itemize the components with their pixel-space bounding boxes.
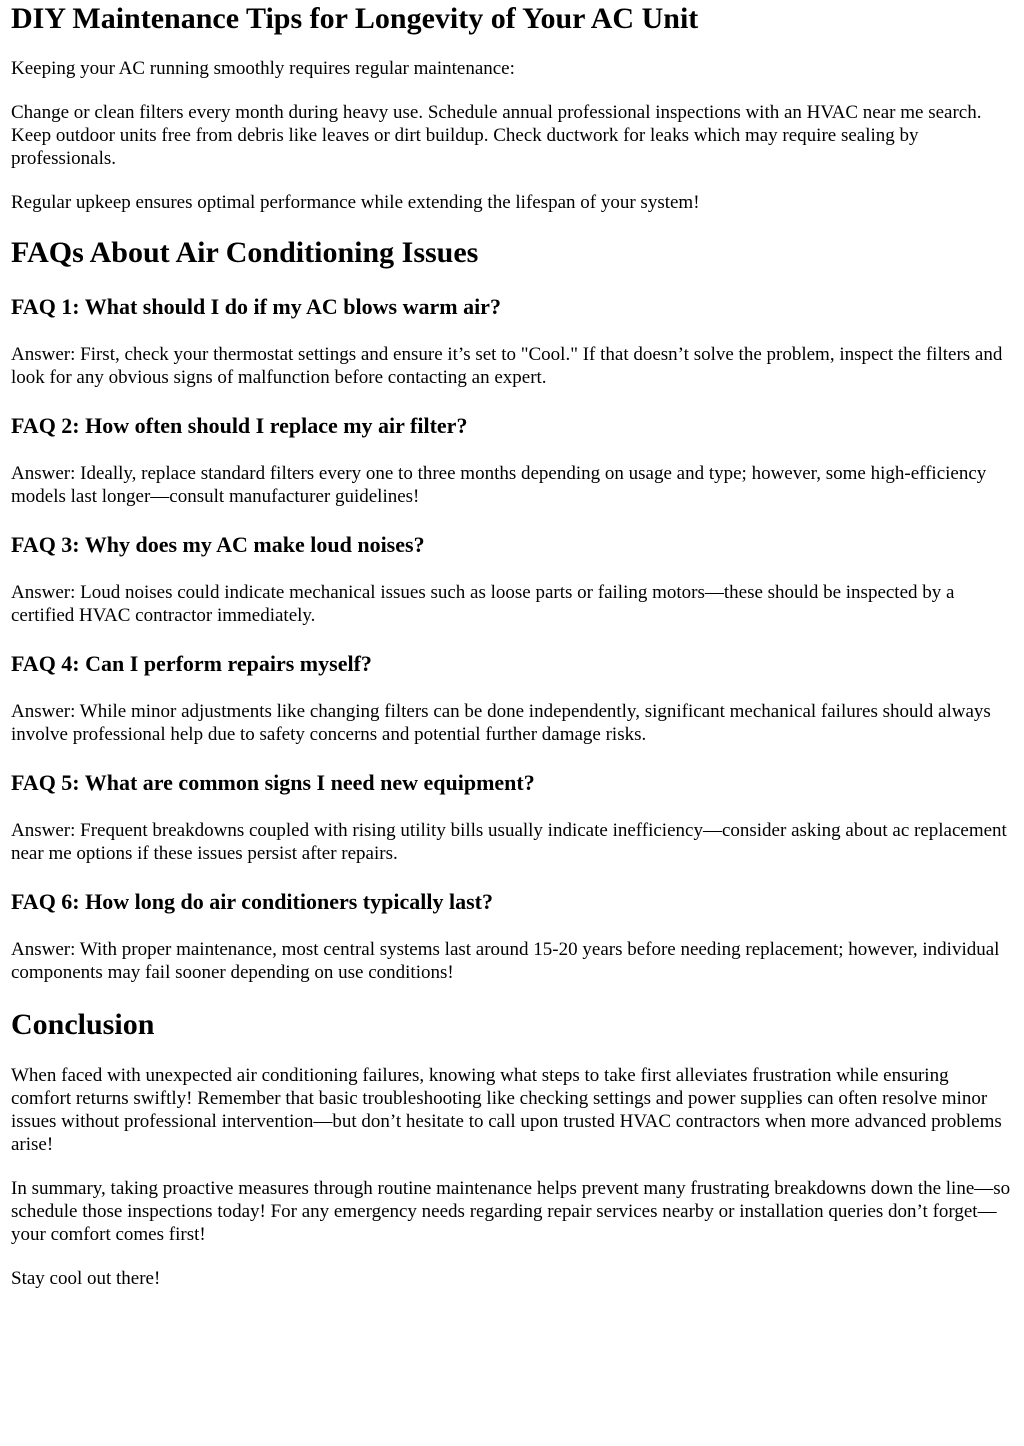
faq-answer: Answer: First, check your thermostat settings and ensure it’s set to "Cool." If that doesn’t solve the problem, inspect the filters and look for any obvious signs of malfunction before contacting an expert.	[11, 344, 1003, 388]
maintenance-heading: DIY Maintenance Tips for Longevity of Your AC Unit	[11, 2, 699, 35]
faq-answer: Answer: Loud noises could indicate mechanical issues such as loose parts or failing motors—these should be inspected by a certified HVAC contractor immediately.	[11, 582, 955, 626]
maintenance-tips: Change or clean filters every month during heavy use. Schedule annual professional inspections with an HVAC near me search. Keep outdoor units free from debris like leaves or dirt buildup. Check ductwork for leaks which may require sealing by professionals.	[11, 102, 982, 169]
faq-answer: Answer: With proper maintenance, most central systems last around 15-20 years before needing replacement; however, individual components may fail sooner depending on use conditions!	[11, 939, 1000, 983]
maintenance-closing: Regular upkeep ensures optimal performance while extending the lifespan of your system!	[11, 192, 700, 213]
faq-question: FAQ 3: Why does my AC make loud noises?	[11, 532, 425, 557]
faq-answer: Answer: Ideally, replace standard filters every one to three months depending on usage and type; however, some high-efficiency models last longer—consult manufacturer guidelines!	[11, 463, 987, 507]
faq-answer: Answer: Frequent breakdowns coupled with rising utility bills usually indicate inefficiency—consider asking about ac replacement near me options if these issues persist after repairs.	[11, 820, 1007, 864]
faqs-heading: FAQs About Air Conditioning Issues	[11, 236, 479, 269]
maintenance-intro: Keeping your AC running smoothly requires regular maintenance:	[11, 58, 515, 79]
faq-answer: Answer: While minor adjustments like changing filters can be done independently, significant mechanical failures should always involve professional help due to safety concerns and potential further damage risks.	[11, 701, 991, 745]
conclusion-paragraph: In summary, taking proactive measures through routine maintenance helps prevent many frustrating breakdowns down the line—so schedule those inspections today! For any emergency needs regarding repair services nearby or installation queries don’t forget—your comfort comes first!	[11, 1178, 1011, 1245]
faq-question: FAQ 2: How often should I replace my air filter?	[11, 413, 468, 438]
conclusion-paragraph: When faced with unexpected air conditioning failures, knowing what steps to take first alleviates frustration while ensuring comfort returns swiftly! Remember that basic troubleshooting like checking settings and power supplies can often resolve minor issues without professional intervention—but don’t hesitate to call upon trusted HVAC contractors when more advanced problems arise!	[11, 1065, 1002, 1155]
conclusion-heading: Conclusion	[11, 1008, 155, 1041]
faq-question: FAQ 1: What should I do if my AC blows warm air?	[11, 294, 501, 319]
faq-question: FAQ 4: Can I perform repairs myself?	[11, 651, 372, 676]
faq-question: FAQ 6: How long do air conditioners typically last?	[11, 889, 493, 914]
conclusion-signoff: Stay cool out there!	[11, 1268, 161, 1289]
faq-question: FAQ 5: What are common signs I need new equipment?	[11, 770, 535, 795]
